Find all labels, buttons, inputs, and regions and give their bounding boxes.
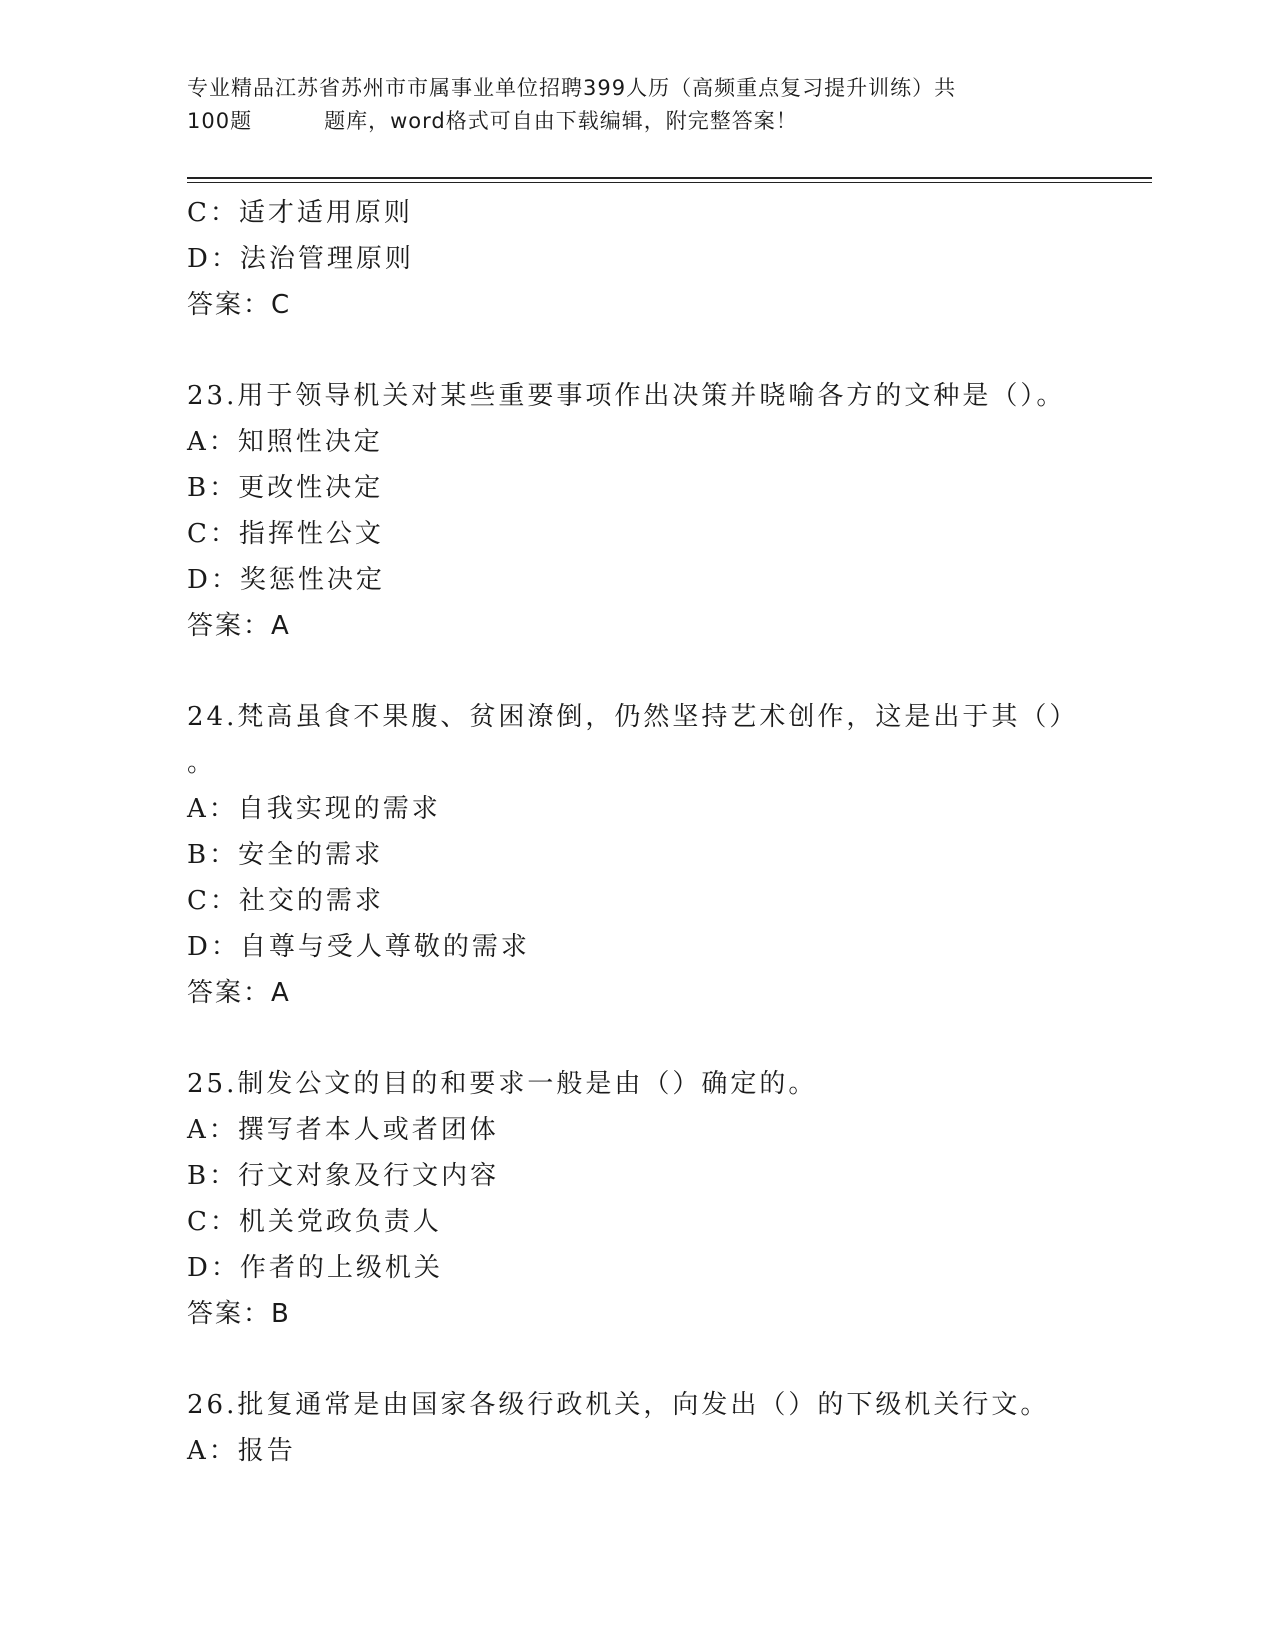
question-stem: 24.梵高虽食不果腹、贫困潦倒，仍然坚持艺术创作，这是出于其（） [187, 702, 1079, 732]
answer-line: 答案：A [187, 611, 291, 641]
option-d: D：作者的上级机关 [187, 1253, 443, 1283]
answer-line: 答案：A [187, 978, 291, 1008]
carryover-block [187, 190, 1087, 328]
header-line-2 [187, 105, 1107, 138]
option-b: B：更改性决定 [187, 473, 384, 503]
option-b: B：行文对象及行文内容 [187, 1161, 500, 1191]
option-a: A：撰写者本人或者团体 [187, 1115, 499, 1145]
header-line-1: 专业精品江苏省苏州市市属事业单位招聘399人历（高频重点复习提升训练）共 [187, 76, 957, 100]
question-stem: 26.批复通常是由国家各级行政机关，向发出（）的下级机关行文。 [187, 1390, 1050, 1420]
header-divider [187, 177, 1152, 183]
answer-line: 答案：B [187, 1299, 291, 1329]
option-b: B：安全的需求 [187, 840, 384, 870]
header-question-count: 100题 [187, 109, 253, 133]
option-c: C：指挥性公文 [187, 519, 384, 549]
option-a: A：知照性决定 [187, 427, 383, 457]
option-c: C：机关党政负责人 [187, 1207, 442, 1237]
option-a: A：自我实现的需求 [187, 794, 441, 824]
question-26 [187, 1382, 1087, 1474]
question-stem-continuation: 。 [187, 748, 217, 778]
question-list [187, 190, 1087, 1474]
document-header [187, 72, 1107, 138]
option-c: C：社交的需求 [187, 886, 384, 916]
header-description: 题库，word格式可自由下载编辑，附完整答案！ [324, 109, 798, 133]
question-25 [187, 1061, 1087, 1337]
option-a: A：报告 [187, 1436, 296, 1466]
option-d: D：法治管理原则 [187, 244, 414, 274]
option-c: C：适才适用原则 [187, 198, 413, 228]
question-23 [187, 373, 1087, 649]
option-d: D：自尊与受人尊敬的需求 [187, 932, 530, 962]
question-stem: 23.用于领导机关对某些重要事项作出决策并晓喻各方的文种是（）。 [187, 381, 1066, 411]
question-24 [187, 694, 1087, 1016]
question-stem: 25.制发公文的目的和要求一般是由（）确定的。 [187, 1069, 818, 1099]
option-d: D：奖惩性决定 [187, 565, 385, 595]
answer-line: 答案：C [187, 290, 292, 320]
